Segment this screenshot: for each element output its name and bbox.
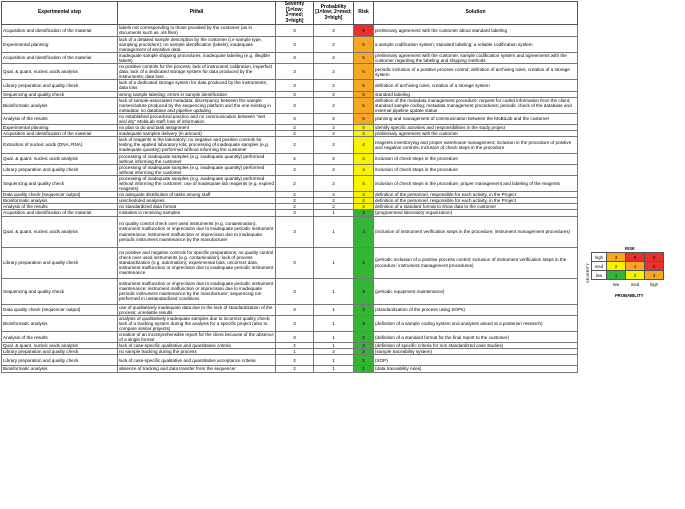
cell-risk: 6 <box>354 52 374 63</box>
cell-risk: 4 <box>354 175 374 191</box>
cell-severity: 3 <box>276 278 314 304</box>
cell-solution: definition of the personnel, responsible for each activity, in the Project <box>374 192 578 198</box>
cell-probability: 2 <box>314 164 354 175</box>
cell-risk: 4 <box>354 192 374 198</box>
cell-step: Data quality check (sequencer output) <box>2 192 118 198</box>
cell-severity: 3 <box>276 113 314 124</box>
header-probability: Probability [1=low; 2=med; 3=high] <box>314 2 354 25</box>
cell-risk: 9 <box>354 25 374 36</box>
cell-probability: 2 <box>314 204 354 210</box>
cell-probability: 2 <box>314 52 354 63</box>
cell-solution: (periodic inclusion of a positive process control; inclusion of instrument verification steps in the procedure; instrument management procedures) <box>374 247 578 278</box>
cell-solution: (inclusion of instrument verification steps in the procedure; instrument management procedures) <box>374 216 578 247</box>
matrix-cell: 6 <box>626 253 645 262</box>
cell-risk: 4 <box>354 131 374 137</box>
cell-pitfall: creation of an incomprehensible report for the client because of the absence of a single format <box>119 332 274 343</box>
cell-pitfall: processing of inadequate samples (e.g. inadequate quantity) performed without informing the customer; use of inadequate lab reagents (e.g. expired reagents) <box>119 175 275 192</box>
cell-pitfall: no positive controls for the process; lack of instrument calibration, imperfect data, lack of a dedicated storage system for data produced by the instruments; data loss <box>118 64 276 80</box>
cell-risk: 4 <box>354 204 374 210</box>
matrix-row-label: low <box>592 271 607 280</box>
cell-pitfall: mistakes in receiving samples <box>118 210 276 216</box>
cell-solution: inclusion of check steps in the procedure; proper management and labeling of the reagents <box>374 175 578 191</box>
cell-step: Bioinformatic analysis <box>2 198 118 204</box>
cell-pitfall: no quality control check over used instruments (e.g. contamination); instrument malfunction or imprecision due to inadequate periodic instrument maintenance; instrument malfunction or imprecision due to inadequate periodic instrument maintenance by the manufacturer <box>118 216 276 247</box>
cell-severity: 3 <box>276 304 314 315</box>
cell-pitfall: inadequate samples delivery (in amount) <box>118 131 276 137</box>
matrix-col-label: low <box>612 281 620 287</box>
cell-step: Qual. & quant. nucleic acids analysis <box>2 153 118 164</box>
cell-solution: (SOP) <box>374 355 578 366</box>
cell-probability: 1 <box>314 304 354 315</box>
cell-probability: 1 <box>314 343 354 349</box>
cell-severity: 2 <box>276 355 314 366</box>
cell-step: Data quality check (sequencer output) <box>2 304 118 315</box>
cell-risk: 3 <box>354 332 374 343</box>
cell-solution: definition of the personnel, responsible for each activity, in the Project <box>374 198 578 204</box>
cell-risk: 6 <box>354 91 374 97</box>
matrix-cell: 2 <box>626 271 645 280</box>
cell-step: Analysis of the results <box>2 113 118 124</box>
cell-probability: 2 <box>314 97 354 113</box>
cell-step: Extraction of nucleic acids (DNA, RNA) <box>2 137 118 153</box>
cell-solution: (definition of a sample coding system and analyses aimed at a posteriori research) <box>374 315 578 331</box>
cell-probability: 2 <box>314 349 354 355</box>
table-row <box>2 304 578 315</box>
cell-step: Qual. & quant. nucleic acids analysis <box>2 64 118 80</box>
cell-solution: preliminary agreement with the customer, sample codification system and agreements with the customer regarding the labeling and shipping methods <box>374 52 578 63</box>
cell-risk: 6 <box>354 97 374 113</box>
cell-severity: 2 <box>276 153 314 164</box>
table-row <box>2 25 578 36</box>
cell-pitfall: inadequate sample shipping procedures, inadequate labeling (e.g. illegible labels) <box>118 52 276 63</box>
cell-severity: 3 <box>276 216 314 247</box>
cell-severity: 3 <box>276 80 314 91</box>
cell-solution: preliminary agreement with the customer about standard labeling <box>374 25 578 36</box>
cell-probability: 1 <box>314 210 354 216</box>
cell-solution: reagents inventorying and proper warehouse management; inclusion in the procedure of positive and negative controls; inclusion of check steps in the procedure <box>374 137 578 153</box>
table-row <box>2 315 578 331</box>
cell-pitfall: no positive and negative controls for specific preparations; no quality control check over used instruments (e.g. contamination); lack of process standardization (e.g. automation); experimental bias, uncorrect data; instrument malfunction or imprecision due to inadequate periodic instrument maintenance <box>118 247 276 278</box>
header-severity: Severity [1=low; 2=med; 3=high] <box>276 2 314 25</box>
cell-risk: 3 <box>354 247 374 278</box>
cell-pitfall: no plan to do and task assignment <box>118 125 276 131</box>
cell-probability: 2 <box>314 153 354 164</box>
cell-solution: (definition of a standard format for the final report to the customer) <box>374 332 578 343</box>
matrix-grid <box>591 252 664 288</box>
cell-solution: standard labeling <box>374 91 578 97</box>
cell-probability: 3 <box>314 25 354 36</box>
cell-risk: 6 <box>354 36 374 52</box>
cell-probability: 1 <box>314 332 354 343</box>
cell-solution: (data traceability rules) <box>374 366 578 372</box>
cell-probability: 2 <box>314 125 354 131</box>
cell-pitfall: lack of case-specific qualitative and quantitative acceptance criteria <box>118 355 276 366</box>
matrix-cell: 2 <box>607 262 626 271</box>
cell-step: Analysis of the results <box>2 332 118 343</box>
cell-risk: 4 <box>354 164 374 175</box>
cell-severity: 3 <box>276 36 314 52</box>
cell-pitfall: instrument malfunction or imprecision due to inadequate periodic instrument maintenance; instrument malfunction or imprecision due to inadequate periodic instrument maintenance by the manufacturer; sequencing run performed in unstandardized conditions <box>118 278 276 304</box>
cell-pitfall: unscheduled analyses <box>118 198 276 204</box>
cell-solution: definition of the metadata management procedure; request for coded information from the client; standard sample coding; metadata management procedures; periodic check of the database and external pipeline update status <box>374 97 578 113</box>
cell-risk: 3 <box>354 278 374 304</box>
cell-step: Acquisition and identification of the material <box>2 52 118 63</box>
cell-probability: 1 <box>314 355 354 366</box>
cell-step: Bioinformatic analysis <box>2 366 118 372</box>
cell-solution: (definition of specific criteria for non standardized case studies) <box>374 343 578 349</box>
cell-pitfall: lack of a dedicated storage system for data produced by the instruments; data loss <box>118 80 276 91</box>
cell-solution: preliminary agreement with the customer <box>374 131 578 137</box>
table-row <box>2 247 578 278</box>
cell-severity: 2 <box>276 204 314 210</box>
table-header-row <box>2 2 578 25</box>
cell-risk: 6 <box>354 113 374 124</box>
cell-step: Bioinformatic analysis <box>2 97 118 113</box>
cell-step: Acquisition and identification of the material <box>2 131 118 137</box>
cell-solution: definition of a standard format to show data to the customer <box>374 204 578 210</box>
cell-probability: 2 <box>314 192 354 198</box>
matrix-row-label: high <box>592 253 607 262</box>
cell-severity: 2 <box>276 164 314 175</box>
table-row <box>2 36 578 52</box>
cell-severity: 2 <box>276 343 314 349</box>
cell-step: Library preparation and quality check <box>2 355 118 366</box>
cell-severity: 2 <box>276 131 314 137</box>
cell-probability: 2 <box>314 113 354 124</box>
matrix-cell: 1 <box>607 271 626 280</box>
cell-pitfall: lack of reagents in the laboratory; no negative and positive controls for testing the applied laboratory kits; processing of inadequate samples (e.g. inadequate quantity) performed without informing the customer <box>118 137 276 153</box>
cell-solution: inclusion of check steps in the procedure <box>374 164 578 175</box>
cell-pitfall: no adequate distribution of tasks among staff <box>118 192 276 198</box>
cell-step: Qual. & quant. nucleic acids analysis <box>2 216 118 247</box>
cell-solution: inclusion of check steps in the procedure <box>374 153 578 164</box>
cell-severity: 3 <box>276 97 314 113</box>
table-row <box>2 64 578 80</box>
cell-pitfall: no standardized data format <box>118 204 276 210</box>
cell-risk: 3 <box>354 210 374 216</box>
cell-severity: 2 <box>276 175 314 191</box>
cell-probability: 2 <box>314 131 354 137</box>
cell-risk: 3 <box>354 304 374 315</box>
cell-solution: identify specific activities and responsibilities in the study project <box>374 125 578 131</box>
cell-severity: 3 <box>276 247 314 278</box>
cell-probability: 1 <box>314 247 354 278</box>
cell-pitfall: processing of inadequate samples (e.g. inadequate quantity) performed without informing the customer <box>118 164 276 175</box>
table-row <box>2 52 578 63</box>
cell-risk: 3 <box>354 216 374 247</box>
table-row <box>2 137 578 153</box>
cell-probability: 2 <box>314 64 354 80</box>
table-row <box>2 164 578 175</box>
cell-severity: 3 <box>276 64 314 80</box>
cell-step: Sequencing and quality check <box>2 175 118 191</box>
cell-pitfall: absence of tracking and data transfer from the sequencer <box>118 366 276 372</box>
cell-solution: (periodic equipment maintenance) <box>374 278 578 304</box>
cell-solution: definition of archiving rules, creation of a storage system <box>374 80 578 91</box>
cell-severity: 2 <box>276 125 314 131</box>
cell-risk: 4 <box>354 198 374 204</box>
cell-pitfall: use of qualitatively inadequate data due to the lack of standardization of the process; unreliable results <box>118 304 276 315</box>
cell-pitfall: no established procedural practice and no communication between "wet and dry" MobiLab staff; loss of information <box>118 113 276 124</box>
table-row <box>2 113 578 124</box>
cell-step: Library preparation and quality check <box>2 247 118 278</box>
cell-probability: 2 <box>314 80 354 91</box>
table-row <box>2 216 578 247</box>
cell-solution: planning and management of communication between the MoBiLab and the customer <box>374 113 578 124</box>
table-row <box>2 278 578 304</box>
cell-solution: (standardization of the process using SOPs) <box>374 304 578 315</box>
cell-risk: 2 <box>354 349 374 355</box>
cell-probability: 1 <box>314 216 354 247</box>
table-row <box>2 355 578 366</box>
cell-severity: 3 <box>276 91 314 97</box>
table-row <box>2 175 578 191</box>
cell-risk: 3 <box>354 315 374 331</box>
cell-severity: 2 <box>276 198 314 204</box>
cell-pitfall: labels not corresponding to those provided by the customer (as in documents such as .xls files) <box>118 25 276 36</box>
cell-risk: 2 <box>354 366 374 372</box>
cell-step: Experimental planning <box>2 125 118 131</box>
cell-risk: 4 <box>354 125 374 131</box>
matrix-probability-label: PROBABILITY <box>615 293 644 298</box>
cell-severity: 2 <box>276 137 314 153</box>
cell-severity: 3 <box>276 52 314 63</box>
cell-pitfall: lack of sample-associated metadata; discrepancy between the sample nomenclature produced by the sequencing platform and the one existing in metadata; no database and pipeline updating <box>118 97 276 113</box>
cell-pitfall: lack of a detailed sample description by the customer (i.e sample type, sampling procedure); no sample identification (labels); inadequate management of sensitive data <box>118 36 276 52</box>
cell-severity: 2 <box>276 192 314 198</box>
cell-severity: 3 <box>276 25 314 36</box>
header-pitfall: Pitfall <box>118 2 276 25</box>
cell-pitfall: processing of inadequate samples (e.g. inadequate quantity) performed without informing the customer <box>118 153 276 164</box>
cell-solution: a sample codification system; standard labeling; a reliable codification system <box>374 36 578 52</box>
cell-pitfall: analysis of qualitatively inadequate samples due to incorrect quality check; lack of a tracking system during the analysis for a specific project (also to compare similar projects) <box>118 315 276 331</box>
cell-solution: periodic inclusion of a positive process control; definition of archiving rules, creation of a storage system <box>374 64 578 80</box>
cell-probability: 2 <box>314 36 354 52</box>
table-row <box>2 366 578 372</box>
cell-step: Library preparation and quality check <box>2 164 118 175</box>
matrix-row-label: med <box>592 262 607 271</box>
cell-severity: 2 <box>276 366 314 372</box>
cell-step: Sequencing and quality check <box>2 91 118 97</box>
matrix-severity-label: SEVERITY <box>585 263 590 283</box>
cell-step: Qual. & quant. nucleic acids analysis <box>2 343 118 349</box>
cell-severity: 3 <box>276 315 314 331</box>
cell-pitfall: lack of case-specific qualitative and quantitative criteria <box>118 343 276 349</box>
cell-step: Library preparation and quality check <box>2 80 118 91</box>
table-row <box>2 153 578 164</box>
cell-step: Experimental planning <box>2 36 118 52</box>
header-risk: Risk <box>354 2 374 25</box>
cell-step: Analysis of the results <box>2 204 118 210</box>
table-row <box>2 80 578 91</box>
cell-step: Sequencing and quality check <box>2 278 118 304</box>
matrix-cell: 3 <box>607 253 626 262</box>
header-step: Experimental step <box>2 2 118 25</box>
header-solution: Solution <box>374 2 578 25</box>
cell-severity: 1 <box>276 349 314 355</box>
matrix-col-label: med <box>630 281 640 287</box>
matrix-cell: 9 <box>645 253 664 262</box>
cell-risk: 2 <box>354 343 374 349</box>
matrix-col-label: high <box>650 281 658 287</box>
table-row <box>2 332 578 343</box>
cell-step: Acquisition and identification of the material <box>2 25 118 36</box>
cell-severity: 3 <box>276 332 314 343</box>
cell-probability: 2 <box>314 91 354 97</box>
cell-probability: 1 <box>314 315 354 331</box>
cell-step: Library preparation and quality check <box>2 349 118 355</box>
cell-risk: 2 <box>354 355 374 366</box>
cell-probability: 1 <box>314 278 354 304</box>
cell-risk: 6 <box>354 80 374 91</box>
cell-solution: (programmed laboratory organization) <box>374 210 578 216</box>
cell-probability: 2 <box>314 175 354 191</box>
cell-risk: 4 <box>354 153 374 164</box>
cell-probability: 1 <box>314 366 354 372</box>
cell-risk: 6 <box>354 64 374 80</box>
matrix-cell: 3 <box>645 271 664 280</box>
cell-pitfall: no sample tracking during the process <box>118 349 276 355</box>
cell-solution: (sample traceability system) <box>374 349 578 355</box>
cell-step: Bioinformatic analysis <box>2 315 118 331</box>
risk-table <box>1 1 578 373</box>
cell-risk: 4 <box>354 137 374 153</box>
cell-pitfall: wrong sample labeling; errors in sample identification <box>118 91 276 97</box>
cell-probability: 2 <box>314 198 354 204</box>
table-row <box>2 97 578 113</box>
cell-severity: 3 <box>276 210 314 216</box>
matrix-corner <box>592 280 607 289</box>
matrix-title: RISK <box>625 246 636 251</box>
cell-probability: 2 <box>314 137 354 153</box>
matrix-cell: 6 <box>645 262 664 271</box>
matrix-cell: 4 <box>626 262 645 271</box>
cell-step: Acquisition and identification of the material <box>2 210 118 216</box>
